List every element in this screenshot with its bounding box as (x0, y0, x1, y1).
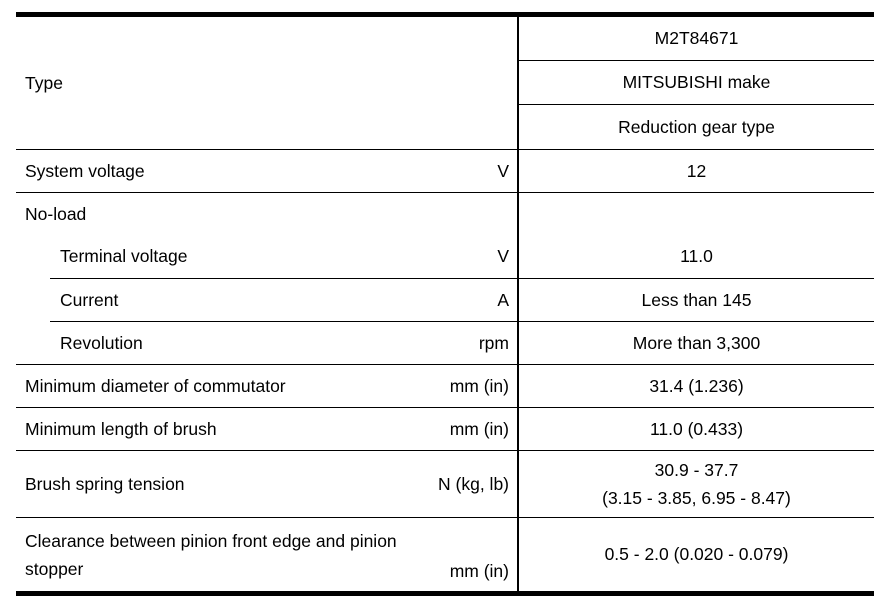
brush-spring-value-cell (519, 451, 874, 517)
type-make: MITSUBISHI make (519, 61, 874, 105)
current-label-cell (50, 278, 517, 321)
min-length-label-cell (16, 408, 519, 450)
brush-spring-unit: N (kg, lb) (438, 473, 509, 494)
no-load-label-cell (16, 193, 519, 364)
min-diameter-label: Minimum diameter of commutator (25, 375, 286, 396)
clearance-label (16, 527, 517, 583)
brush-spring-value-line2: (3.15 - 3.85, 6.95 - 8.47) (602, 488, 791, 508)
row-no-load (16, 193, 874, 365)
no-load-values (519, 193, 874, 364)
no-load-blank (519, 193, 874, 235)
brush-spring-value-line1: 30.9 - 37.7 (654, 460, 739, 480)
terminal-voltage-unit: V (497, 246, 509, 266)
type-label-cell (16, 17, 519, 149)
row-min-diameter (16, 365, 874, 408)
type-label: Type (25, 72, 63, 93)
revolution-label: Revolution (60, 332, 143, 353)
row-type (16, 17, 874, 150)
min-length-value: 11.0 (0.433) (649, 418, 744, 439)
system-voltage-label-cell (16, 150, 519, 192)
current-label: Current (60, 289, 119, 310)
brush-spring-values (602, 456, 791, 512)
row-clearance (16, 518, 874, 591)
revolution-label-cell (50, 321, 517, 364)
min-length-unit: mm (in) (449, 418, 509, 439)
terminal-voltage-label: Terminal voltage (60, 246, 188, 266)
spec-table (16, 12, 874, 596)
terminal-voltage-label-cell (50, 235, 517, 278)
terminal-voltage-value: 11.0 (680, 246, 713, 266)
clearance-value: 0.5 - 2.0 (0.020 - 0.079) (604, 544, 789, 564)
min-length-label: Minimum length of brush (25, 418, 217, 439)
clearance-label-line1: Clearance between pinion front edge and pinion (25, 530, 397, 551)
current-unit: A (497, 289, 509, 310)
row-min-length (16, 408, 874, 451)
min-diameter-value: 31.4 (1.236) (649, 375, 744, 396)
system-voltage-label: System voltage (25, 160, 145, 181)
bottom-rule (16, 591, 874, 596)
brush-spring-label: Brush spring tension (25, 473, 185, 494)
current-value: Less than 145 (519, 278, 874, 321)
min-diameter-label-cell (16, 365, 519, 407)
brush-spring-label-cell (16, 451, 519, 517)
no-load-label: No-load (25, 203, 87, 224)
type-gear: Reduction gear type (618, 116, 775, 137)
row-brush-spring (16, 451, 874, 518)
clearance-label-cell (16, 518, 519, 591)
clearance-label-line2: stopper (25, 558, 84, 579)
type-values (519, 17, 874, 149)
revolution-unit: rpm (478, 332, 509, 353)
row-system-voltage (16, 150, 874, 193)
no-load-head (16, 193, 517, 235)
revolution-value: More than 3,300 (519, 321, 874, 364)
clearance-unit: mm (in) (449, 561, 509, 581)
system-voltage-value: 12 (686, 160, 707, 181)
system-voltage-unit: V (497, 160, 509, 181)
min-diameter-unit: mm (in) (449, 375, 509, 396)
type-model: M2T84671 (519, 17, 874, 61)
